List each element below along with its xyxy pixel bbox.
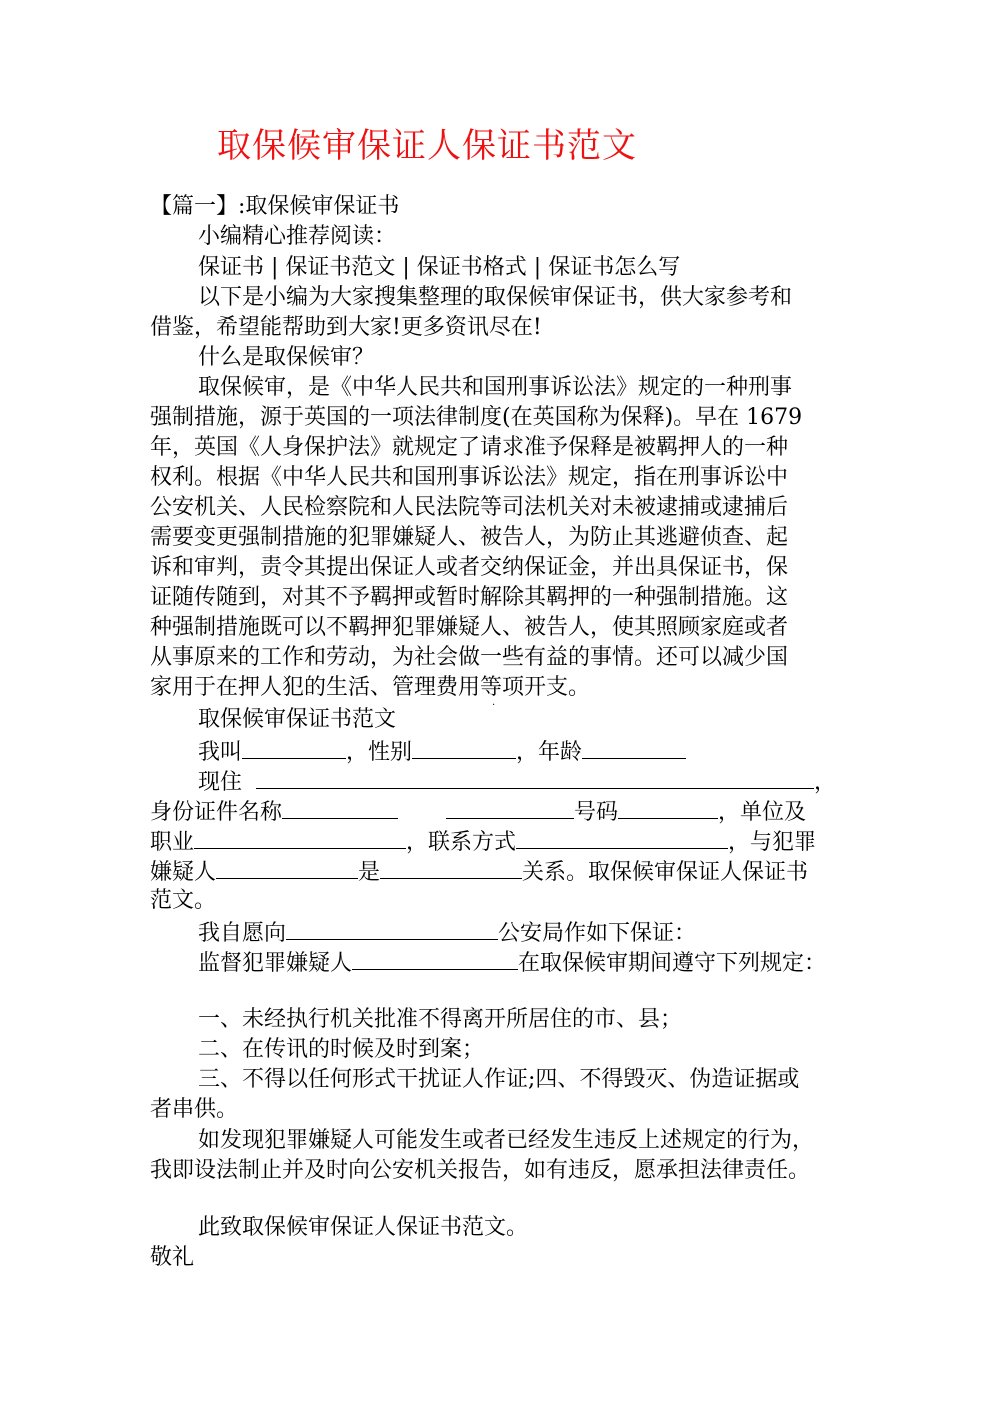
para-line: 取保候审，是《中华人民共和国刑事诉讼法》规定的一种刑事 — [198, 375, 793, 400]
related-links: 保证书 | 保证书范文 | 保证书格式 | 保证书怎么写 — [198, 255, 681, 280]
para-line: 证随传随到，对其不予羁押或暂时解除其羁押的一种强制措施。这 — [150, 585, 789, 610]
para-line: 从事原来的工作和劳动，为社会做一些有益的事情。还可以减少国 — [150, 645, 789, 670]
address-blank — [256, 766, 814, 789]
document-title: 取保候审保证人保证书范文 — [217, 126, 637, 166]
para-line: 家用于在押人犯的生活、管理费用等项开支。 — [150, 675, 591, 700]
para-line: 需要变更强制措施的犯罪嫌疑人、被告人，为防止其逃避侦查、起 — [150, 525, 789, 550]
jingli-line: 敬礼 — [150, 1245, 195, 1270]
form-line-address: 现住 ， — [198, 766, 836, 798]
form-line-id: 身份证件名称 号码 ，单位及 — [150, 796, 806, 828]
job-blank — [194, 826, 406, 849]
para-line: 强制措施，源于英国的一项法律制度(在英国称为保释)。早在 1679 — [150, 405, 803, 430]
recommend-text: 小编精心推荐阅读： — [198, 224, 397, 249]
form-title: 取保候审保证书范文 — [198, 707, 397, 732]
intro-line-1: 以下是小编为大家搜集整理的取保候审保证书，供大家参考和 — [198, 285, 793, 310]
id-name-blank — [282, 796, 398, 819]
relation-blank — [380, 856, 522, 879]
rule-1: 一、未经执行机关批准不得离开所居住的市、县； — [198, 1007, 683, 1032]
form-line-police: 我自愿向 公安局作如下保证： — [198, 917, 696, 949]
rule-3-cont: 者串供。 — [150, 1097, 239, 1122]
id-number-blank — [618, 796, 718, 819]
form-line-job: 职业 ，联系方式 ，与犯罪 — [150, 826, 816, 858]
question-line: 什么是取保候审？ — [198, 345, 375, 370]
rule-3: 三、不得以任何形式干扰证人作证;四、不得毁灭、伪造证据或 — [198, 1067, 800, 1092]
section-heading: 【篇一】:取保候审保证书 — [150, 194, 400, 219]
form-line-relation: 嫌疑人 是 关系。取保候审保证人保证书 — [150, 856, 808, 888]
name-blank — [242, 736, 346, 759]
sex-blank — [412, 736, 516, 759]
para-line: 权利。根据《中华人民共和国刑事诉讼法》规定，指在刑事诉讼中 — [150, 465, 789, 490]
supervised-suspect-blank — [352, 947, 518, 970]
para-line: 种强制措施既可以不羁押犯罪嫌疑人、被告人，使其照顾家庭或者 — [150, 615, 789, 640]
contact-blank — [516, 826, 728, 849]
intro-line-2: 借鉴，希望能帮助到大家!更多资讯尽在! — [150, 315, 542, 340]
para-line: 公安机关、人民检察院和人民法院等司法机关对未被逮捕或逮捕后 — [150, 495, 789, 520]
form-line-fanwen: 范文。 — [150, 888, 217, 913]
closing-line-2: 我即设法制止并及时向公安机关报告，如有违反，愿承担法律责任。 — [150, 1158, 811, 1183]
age-blank — [582, 736, 686, 759]
stray-dot: . — [492, 697, 496, 708]
form-line-supervise: 监督犯罪嫌疑人 在取保候审期间遵守下列规定： — [198, 947, 826, 979]
para-line: 诉和审判，责令其提出保证人或者交纳保证金，并出具保证书，保 — [150, 555, 789, 580]
form-line-name: 我叫 ，性别 ，年龄 — [198, 736, 686, 768]
suspect-name-blank — [216, 856, 358, 879]
rule-2: 二、在传讯的时候及时到案； — [198, 1037, 485, 1062]
police-bureau-blank — [286, 917, 498, 940]
para-line: 年，英国《人身保护法》就规定了请求准予保释是被羁押人的一种 — [150, 435, 789, 460]
cizhi-line: 此致取保候审保证人保证书范文。 — [198, 1215, 529, 1240]
closing-line-1: 如发现犯罪嫌疑人可能发生或者已经发生违反上述规定的行为， — [198, 1128, 815, 1153]
id-type-blank — [446, 796, 574, 819]
